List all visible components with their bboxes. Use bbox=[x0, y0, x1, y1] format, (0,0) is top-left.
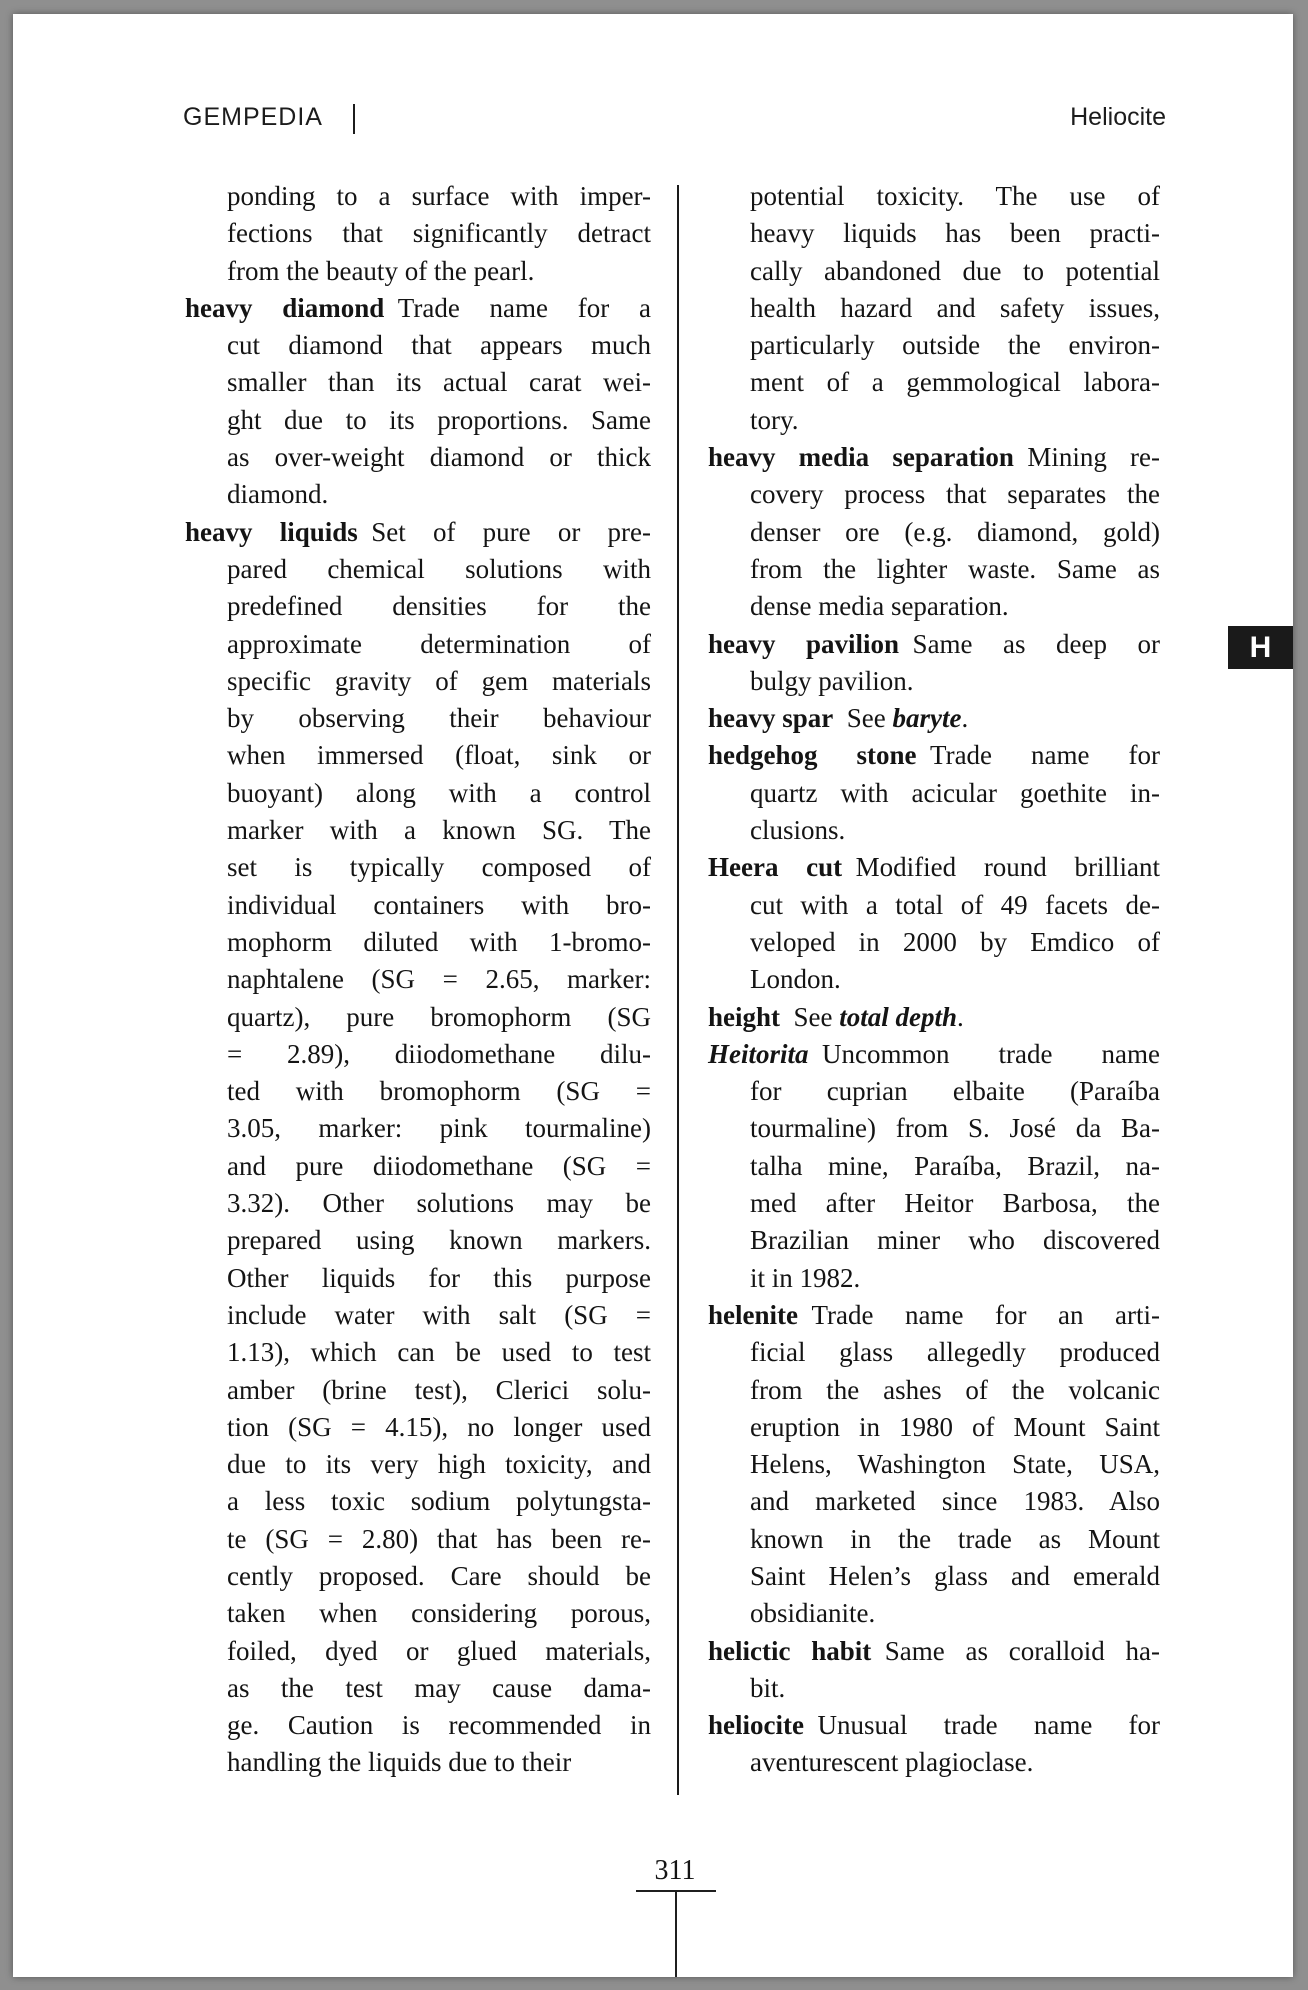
text-line: and marketed since 1983. Also bbox=[750, 1486, 1160, 1517]
text-line: due to its very high toxicity, and bbox=[227, 1449, 651, 1480]
text-line: heavy spar See baryte. bbox=[708, 703, 969, 734]
text-line: Helens, Washington State, USA, bbox=[750, 1449, 1160, 1480]
text-line: bulgy pavilion. bbox=[750, 665, 914, 696]
text-line: include water with salt (SG = bbox=[227, 1299, 651, 1330]
text-line: Heitorita Uncommon trade name bbox=[708, 1038, 1160, 1069]
text-line: hedgehog stone Trade name for bbox=[708, 740, 1160, 771]
text-line: ficial glass allegedly produced bbox=[750, 1337, 1160, 1368]
text-line: particularly outside the environ- bbox=[750, 330, 1160, 361]
text-line: talha mine, Paraíba, Brazil, na- bbox=[750, 1150, 1160, 1181]
text-line: for cuprian elbaite (Paraíba bbox=[750, 1076, 1160, 1107]
text-line: heavy diamond Trade name for a bbox=[185, 292, 651, 323]
text-line: health hazard and safety issues, bbox=[750, 292, 1160, 323]
text-line: cut with a total of 49 facets de- bbox=[750, 889, 1160, 920]
running-head: Heliocite bbox=[1070, 103, 1166, 131]
text-line: 3.05, marker: pink tourmaline) bbox=[227, 1113, 651, 1144]
text-line: pared chemical solutions with bbox=[227, 553, 651, 584]
text-line: from the beauty of the pearl. bbox=[227, 255, 535, 286]
text-line: clusions. bbox=[750, 815, 846, 846]
text-line: naphtalene (SG = 2.65, marker: bbox=[227, 964, 651, 995]
text-line: ponding to a surface with imper- bbox=[227, 181, 651, 211]
text-line: covery process that separates the bbox=[750, 479, 1160, 510]
text-line: obsidianite. bbox=[750, 1598, 876, 1629]
text-line: individual containers with bro- bbox=[227, 889, 651, 920]
text-line: set is typically composed of bbox=[227, 852, 651, 883]
text-line: tourmaline) from S. José da Ba- bbox=[750, 1113, 1160, 1144]
header-divider bbox=[353, 104, 355, 134]
text-line: med after Heitor Barbosa, the bbox=[750, 1188, 1160, 1219]
text-line: veloped in 2000 by Emdico of bbox=[750, 926, 1160, 957]
text-line: heavy liquids Set of pure or pre- bbox=[185, 516, 651, 547]
text-line: London. bbox=[750, 964, 841, 995]
text-line: predefined densities for the bbox=[227, 591, 651, 622]
text-line: as over-weight diamond or thick bbox=[227, 442, 651, 473]
text-column-left bbox=[185, 178, 651, 1782]
text-line: quartz with acicular goethite in- bbox=[750, 777, 1160, 808]
text-line: cut diamond that appears much bbox=[227, 330, 651, 361]
text-line: prepared using known markers. bbox=[227, 1225, 651, 1256]
text-line: amber (brine test), Clerici solu- bbox=[227, 1374, 651, 1405]
text-column-right bbox=[708, 178, 1160, 1782]
text-line: quartz), pure bromophorm (SG bbox=[227, 1001, 651, 1032]
text-line: dense media separation. bbox=[750, 591, 1009, 622]
text-line: ge. Caution is recommended in bbox=[227, 1710, 651, 1741]
text-line: 3.32). Other solutions may be bbox=[227, 1188, 651, 1219]
text-line: helenite Trade name for an arti- bbox=[708, 1299, 1160, 1330]
text-line: taken when considering porous, bbox=[227, 1598, 651, 1629]
text-line: diamond. bbox=[227, 479, 329, 510]
journal-title: GEMPEDIA bbox=[183, 103, 323, 131]
text-line: ght due to its proportions. Same bbox=[227, 404, 651, 435]
text-line: Heera cut Modified round brilliant bbox=[708, 852, 1160, 883]
text-line: heliocite Unusual trade name for bbox=[708, 1710, 1160, 1741]
text-line: fections that significantly detract bbox=[227, 218, 651, 249]
text-line: heavy pavilion Same as deep or bbox=[708, 628, 1160, 659]
book-page bbox=[13, 14, 1293, 1977]
text-line: known in the trade as Mount bbox=[750, 1523, 1160, 1554]
text-line: ment of a gemmological labora- bbox=[750, 367, 1160, 398]
text-line: bit. bbox=[750, 1672, 786, 1703]
page-number: 311 bbox=[654, 1855, 696, 1886]
text-line: specific gravity of gem materials bbox=[227, 665, 651, 696]
text-line: Other liquids for this purpose bbox=[227, 1262, 651, 1293]
text-line: by observing their behaviour bbox=[227, 703, 651, 734]
column-divider-rule bbox=[677, 185, 679, 1795]
text-line: foiled, dyed or glued materials, bbox=[227, 1635, 651, 1666]
text-line: tion (SG = 4.15), no longer used bbox=[227, 1411, 651, 1442]
text-line: heavy media separation Mining re- bbox=[708, 442, 1160, 473]
text-line: height See total depth. bbox=[708, 1001, 964, 1032]
text-line: Saint Helen’s glass and emerald bbox=[750, 1560, 1160, 1591]
text-line: handling the liquids due to their bbox=[227, 1747, 572, 1778]
text-line: approximate determination of bbox=[227, 628, 651, 659]
text-line: aventurescent plagioclase. bbox=[750, 1747, 1034, 1778]
text-line: a less toxic sodium polytungsta- bbox=[227, 1486, 651, 1517]
text-line: cently proposed. Care should be bbox=[227, 1560, 651, 1591]
text-line: buoyant) along with a control bbox=[227, 777, 651, 808]
text-line: denser ore (e.g. diamond, gold) bbox=[750, 516, 1160, 547]
text-line: from the ashes of the volcanic bbox=[750, 1374, 1160, 1405]
text-line: smaller than its actual carat wei- bbox=[227, 367, 651, 398]
text-line: and pure diiodomethane (SG = bbox=[227, 1150, 651, 1181]
text-line: as the test may cause dama- bbox=[227, 1672, 651, 1703]
text-line: = 2.89), diiodomethane dilu- bbox=[227, 1038, 651, 1069]
text-line: it in 1982. bbox=[750, 1262, 861, 1293]
text-line: te (SG = 2.80) that has been re- bbox=[227, 1523, 651, 1554]
text-line: potential toxicity. The use of bbox=[750, 181, 1160, 211]
text-line: marker with a known SG. The bbox=[227, 815, 651, 846]
text-line: helictic habit Same as coralloid ha- bbox=[708, 1635, 1160, 1666]
text-line: when immersed (float, sink or bbox=[227, 740, 651, 771]
thumb-index-tab bbox=[1228, 626, 1293, 669]
thumb-index-letter: H bbox=[1249, 630, 1272, 664]
text-line: heavy liquids has been practi- bbox=[750, 218, 1160, 249]
text-line: eruption in 1980 of Mount Saint bbox=[750, 1411, 1160, 1442]
text-line: mophorm diluted with 1-bromo- bbox=[227, 926, 651, 957]
text-line: tory. bbox=[750, 404, 799, 435]
footer-crop-rule-vertical bbox=[675, 1890, 677, 1977]
text-line: 1.13), which can be used to test bbox=[227, 1337, 651, 1368]
text-line: ted with bromophorm (SG = bbox=[227, 1076, 651, 1107]
text-line: cally abandoned due to potential bbox=[750, 255, 1160, 286]
text-line: Brazilian miner who discovered bbox=[750, 1225, 1160, 1256]
text-line: from the lighter waste. Same as bbox=[750, 553, 1160, 584]
